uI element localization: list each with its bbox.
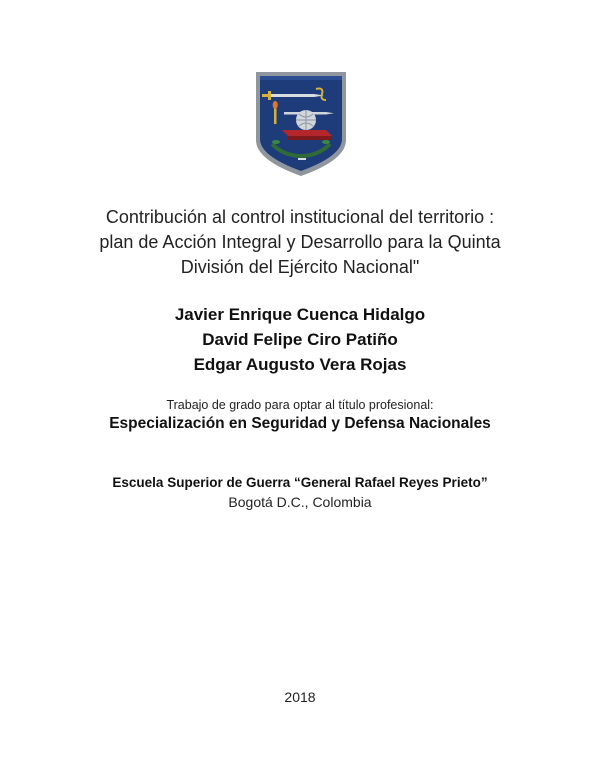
school-crest-icon [254,70,348,178]
city-location: Bogotá D.C., Colombia [228,494,372,510]
thesis-title [60,205,540,280]
author-list [60,302,540,377]
author-name: Javier Enrique Cuenca Hidalgo [174,305,426,324]
publication-year: 2018 [284,689,316,705]
author-name: Edgar Augusto Vera Rojas [193,355,407,374]
author-name: David Felipe Ciro Patiño [202,330,398,349]
degree-intro: Trabajo de grado para optar al título profesional: [166,398,434,412]
thesis-title-line: plan de Acción Integral y Desarrollo para la Quinta [99,232,501,252]
thesis-title-line: Contribución al control institucional del territorio : [105,207,495,227]
thesis-title-line: División del Ejército Nacional" [180,257,420,277]
school-name: Escuela Superior de Guerra “General Rafael Reyes Prieto” [112,475,488,490]
degree-name: Especialización en Seguridad y Defensa Nacionales [109,415,491,432]
